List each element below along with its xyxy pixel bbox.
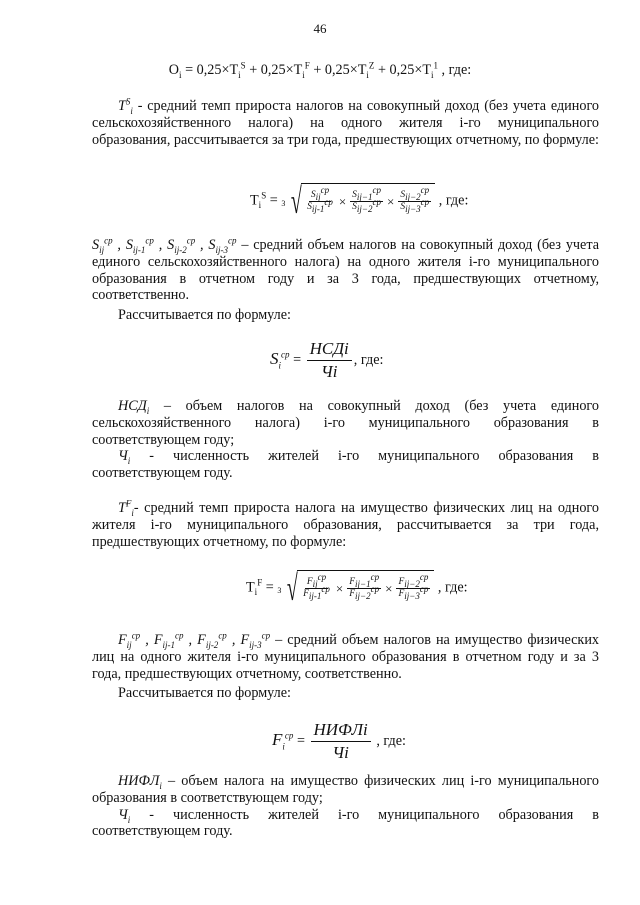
s-var-3-sup: cp xyxy=(186,235,196,246)
tf-f1-num: F xyxy=(306,576,313,587)
tf-fraction-2 xyxy=(347,571,381,602)
nifl-symbol: НИФЛ xyxy=(118,773,160,789)
f-formula-lhs-sub: i xyxy=(282,741,285,752)
s-variables-definition xyxy=(92,237,599,324)
ts-definition xyxy=(92,98,599,148)
ts-times-2: × xyxy=(387,193,395,209)
s-var-1-sup: cp xyxy=(104,235,113,246)
s-var-4: S xyxy=(208,237,216,253)
ts-f3-den-sub: ij−3 xyxy=(405,204,421,215)
ts-f2-num: S xyxy=(352,189,357,200)
tf-symbol: T xyxy=(118,500,126,516)
formula-oi xyxy=(0,62,640,79)
ts-f1-num-sup: cp xyxy=(320,184,330,195)
tf-f3-den: F xyxy=(398,589,405,600)
s-var-2-sup: cp xyxy=(145,235,154,246)
ch-definition-1-text: - численность жителей i-го муниципального образования в соответствующем году. xyxy=(92,448,599,481)
tf-formula-lhs-sup: F xyxy=(257,577,263,588)
f-var-1: F xyxy=(118,632,127,648)
ts-f2-num-sub: ij−1 xyxy=(356,191,373,202)
tf-f2-den: F xyxy=(349,589,356,600)
s-var-2-sub: ij-1 xyxy=(132,244,146,255)
tf-formula-lhs-sub: i xyxy=(254,587,258,598)
tf-symbol-sub: i xyxy=(131,507,134,518)
f-var-2: F xyxy=(153,632,163,648)
formula-oi-term1: = 0,25×T xyxy=(181,62,239,78)
ts-cube-root xyxy=(281,183,435,219)
f-var-2-sup: cp xyxy=(175,630,184,641)
tf-cube-root xyxy=(277,570,434,606)
f-variables-definition xyxy=(92,632,599,702)
f-var-3-sub: ij-2 xyxy=(205,639,219,650)
tf-root-index: 3 xyxy=(277,586,282,596)
ts-f2-den: S xyxy=(352,202,357,213)
ts-symbol: T xyxy=(118,98,126,114)
ts-definition-text: - средний темп прироста налогов на совокупный доход (без учета единого сельскохозяйственного налога) на одного жителя i-го муниципального образования, рассчитывается за три года, предшествующих отчетному, по формуле: xyxy=(92,98,599,148)
s-formula-lhs: S xyxy=(270,348,279,368)
tf-f3-den-sup: cp xyxy=(419,584,429,594)
f-sep-1: , xyxy=(140,632,154,648)
ts-symbol-sub: i xyxy=(130,105,133,116)
nsd-symbol: НСД xyxy=(118,398,147,414)
radical-icon: √ xyxy=(291,181,303,221)
ts-fraction-1 xyxy=(305,184,335,215)
tf-formula xyxy=(246,570,468,606)
calc-heading-2: Рассчитывается по формуле: xyxy=(118,685,291,702)
nifl-definition-text: – объем налога на имущество физических лиц i-го муниципального образования в соответствующем году; xyxy=(92,773,599,806)
f-sep-3: , xyxy=(226,632,241,648)
f-var-4: F xyxy=(240,632,250,648)
ts-times-1: × xyxy=(338,193,347,209)
ch-symbol-1: Ч xyxy=(118,448,128,465)
tf-f1-den: F xyxy=(303,589,309,600)
s-fraction-den: Чi xyxy=(320,362,338,382)
f-fraction xyxy=(311,720,371,763)
nsd-symbol-sub: i xyxy=(146,405,150,416)
f-var-4-sub: ij-3 xyxy=(249,639,262,650)
ts-fraction-3 xyxy=(398,184,431,215)
ts-formula-lhs-sub: i xyxy=(258,200,262,211)
s-formula-tail: , где: xyxy=(353,351,384,368)
f-var-4-sup: cp xyxy=(261,630,271,641)
tf-f2-num: F xyxy=(349,576,356,587)
ts-f3-num-sub: ij−2 xyxy=(405,191,421,202)
s-sep-2: , xyxy=(153,237,168,253)
s-formula xyxy=(270,339,383,382)
tf-symbol-sup: F xyxy=(125,498,132,509)
ts-f1-den: S xyxy=(307,202,312,213)
f-var-2-sub: ij-1 xyxy=(162,639,175,650)
tf-times-1: × xyxy=(335,580,344,596)
radical-icon: √ xyxy=(287,568,299,608)
page-number: 46 xyxy=(313,21,327,36)
s-sep-3: , xyxy=(195,237,209,253)
tf-times-2: × xyxy=(385,580,393,596)
s-var-4-sub: ij-3 xyxy=(215,244,228,255)
s-fraction xyxy=(307,339,352,382)
f-var-3: F xyxy=(197,632,206,648)
tf-f3-num: F xyxy=(398,576,405,587)
formula-oi-sub1: i xyxy=(238,69,241,80)
tf-f2-den-sub: ij−2 xyxy=(355,591,371,602)
f-variables-text: – средний объем налогов на имущество физических лиц на одного жителя i-го муниципального образования в отчетном году и за 3 года, предшествующих отчетному, соответственно. xyxy=(92,632,600,682)
tf-f2-num-sup: cp xyxy=(370,571,380,582)
f-formula-eq: = xyxy=(293,732,309,749)
tf-f3-num-sub: ij−2 xyxy=(404,578,420,589)
ch-symbol-1-sub: i xyxy=(127,456,131,467)
ts-formula-lhs-sup: S xyxy=(261,190,267,201)
nsd-definition-text: – объем налогов на совокупный доход (без учета единого сельскохозяйственного налога) i-го муниципального образования в соответствующем году; xyxy=(92,398,599,448)
ts-formula xyxy=(250,183,468,219)
f-formula-lhs: F xyxy=(272,729,283,749)
nifl-symbol-sub: i xyxy=(159,780,162,791)
ts-f2-den-sup: cp xyxy=(372,197,381,207)
ts-f3-num: S xyxy=(400,189,406,200)
calc-heading-1: Рассчитывается по формуле: xyxy=(118,307,291,323)
tf-fraction-1 xyxy=(301,571,332,602)
tf-f1-num-sup: cp xyxy=(317,571,327,582)
tf-definition xyxy=(92,500,599,550)
ts-f3-num-sup: cp xyxy=(420,184,430,195)
formula-oi-term2: + 0,25×T xyxy=(245,62,303,78)
f-formula xyxy=(272,720,406,763)
formula-oi-term4: + 0,25×T xyxy=(374,62,431,78)
ts-f3-den-sup: cp xyxy=(420,197,430,207)
formula-oi-sub2: i xyxy=(302,69,305,80)
formula-oi-sup4: 1 xyxy=(433,60,438,71)
f-var-3-sup: cp xyxy=(218,630,227,641)
tf-radicand xyxy=(297,570,434,606)
ts-f1-num: S xyxy=(310,189,316,200)
tf-definition-text: - средний темп прироста налога на имущество физических лиц на одного жителя i-го муниципального образования, рассчитывается за три года, предшествующих отчетному, по формуле: xyxy=(92,500,599,550)
s-var-1: S xyxy=(92,237,100,253)
formula-oi-lhs: O xyxy=(168,62,180,78)
f-fraction-num: НИФЛi xyxy=(311,720,371,742)
s-var-3: S xyxy=(167,237,175,253)
s-var-2: S xyxy=(125,237,133,253)
formula-oi-sub4: i xyxy=(430,69,434,80)
ts-root-index: 3 xyxy=(281,199,286,209)
f-var-1-sup: cp xyxy=(131,630,141,641)
s-fraction-num: НСДi xyxy=(307,339,352,361)
formula-oi-sup1: S xyxy=(240,60,246,71)
ts-f1-den-sup: cp xyxy=(324,197,333,207)
f-fraction-den: Чi xyxy=(332,743,349,763)
ts-formula-tail: , где: xyxy=(438,192,469,209)
formula-oi-term3: + 0,25×T xyxy=(309,62,367,78)
ts-f1-den-sub: ij-1 xyxy=(311,204,325,215)
formula-oi-sub3: i xyxy=(366,69,369,80)
ts-symbol-sup: S xyxy=(125,96,131,107)
ts-formula-lhs: T xyxy=(250,192,259,209)
ts-f2-den-sub: ij−2 xyxy=(356,204,373,215)
tf-f3-num-sup: cp xyxy=(419,571,429,582)
s-sep-1: , xyxy=(112,237,126,253)
s-formula-eq: = xyxy=(289,351,305,368)
s-var-1-sub: ij xyxy=(99,244,105,255)
ts-fraction-2 xyxy=(350,184,383,215)
f-formula-lhs-sup: cp xyxy=(284,730,294,741)
tf-f1-den-sup: cp xyxy=(321,584,330,594)
nifl-definition xyxy=(92,773,599,840)
tf-f2-num-sub: ij−1 xyxy=(355,578,371,589)
ts-radicand xyxy=(301,183,435,219)
formula-oi-lhs-sub: i xyxy=(179,69,182,80)
s-formula-lhs-sub: i xyxy=(278,360,282,371)
ch-symbol-2: Ч xyxy=(118,806,128,823)
tf-f3-den-sub: ij−3 xyxy=(404,591,420,602)
s-var-3-sub: ij-2 xyxy=(174,244,187,255)
tf-formula-eq: = xyxy=(262,579,278,596)
tf-fraction-3 xyxy=(396,571,430,602)
ch-symbol-2-sub: i xyxy=(127,814,131,825)
tf-formula-lhs: T xyxy=(246,579,255,596)
formula-oi-sup2: F xyxy=(304,60,310,71)
ts-f2-num-sup: cp xyxy=(372,184,381,195)
tf-f2-den-sup: cp xyxy=(370,584,380,594)
s-variables-text: – средний объем налогов на совокупный доход (без учета единого сельскохозяйственного налога) на одного жителя i-го муниципального образования в отчетном году и за 3 года, предшествующих отчетному, соответственно. xyxy=(92,237,600,304)
nsd-definition xyxy=(92,398,599,482)
ch-definition-2-text: - численность жителей i-го муниципального образования в соответствующем году. xyxy=(92,806,599,840)
tf-f1-num-sub: ij xyxy=(312,578,318,589)
ts-f1-num-sub: ij xyxy=(315,191,321,202)
tf-f1-den-sub: ij-1 xyxy=(308,591,322,602)
f-sep-2: , xyxy=(183,632,198,648)
tf-formula-tail: , где: xyxy=(437,579,468,596)
s-var-4-sup: cp xyxy=(228,235,237,246)
s-formula-lhs-sup: cp xyxy=(281,349,290,360)
f-formula-tail: , где: xyxy=(372,732,406,749)
ts-f3-den: S xyxy=(400,202,406,213)
formula-oi-tail: , где: xyxy=(438,62,472,78)
formula-oi-sup3: Z xyxy=(368,60,375,71)
f-var-1-sub: ij xyxy=(126,639,132,650)
ts-formula-eq: = xyxy=(266,192,282,209)
